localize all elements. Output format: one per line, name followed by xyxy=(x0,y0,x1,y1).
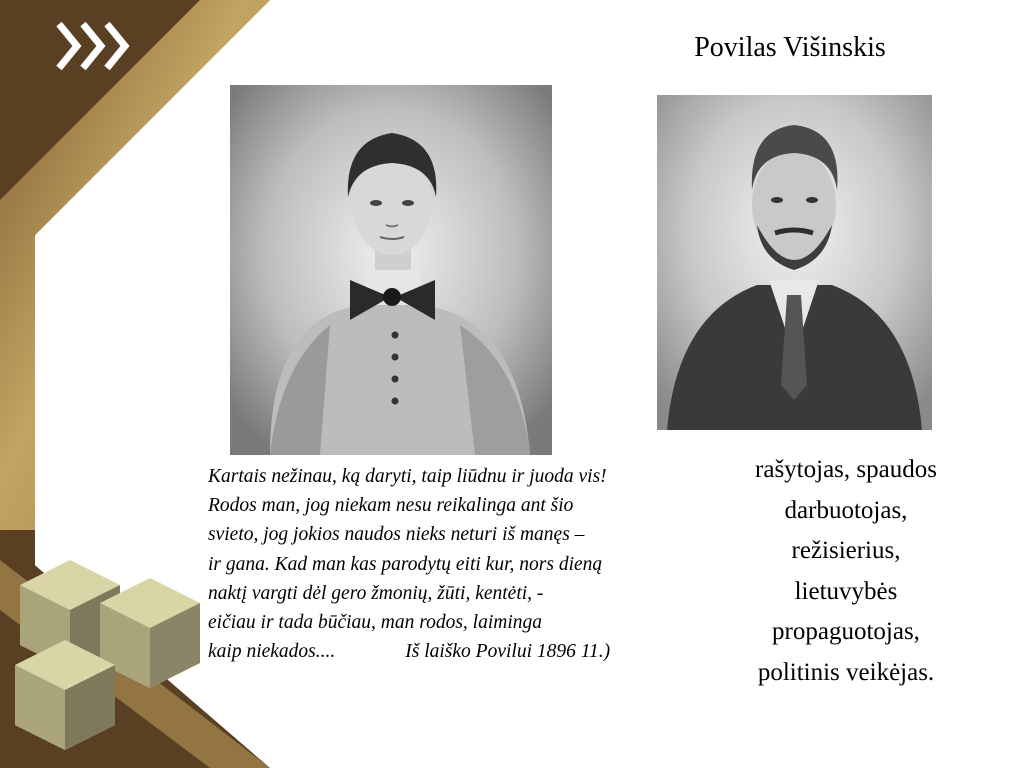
person-description xyxy=(720,450,972,693)
quote-line: Kartais nežinau, ką daryti, taip liūdnu ir juoda vis! xyxy=(208,466,607,487)
description-line: propaguotojas, xyxy=(772,618,920,645)
quote-line: naktį vargti dėl gero žmonių, žūti, kentėti, - xyxy=(208,582,544,604)
slide-title: Povilas Višinskis xyxy=(694,32,886,63)
description-line: režisierius, xyxy=(791,537,901,564)
quote-line: svieto, jog jokios naudos nieks neturi iš manęs – xyxy=(208,524,585,546)
description-line: politinis veikėjas. xyxy=(757,658,935,686)
quote-line: eičiau ir tada būčiau, man rodos, laiminga xyxy=(208,612,543,634)
triple-chevron-right-icon xyxy=(55,20,135,72)
quote-line: Rodos man, jog niekam nesu reikalinga ant šio xyxy=(208,495,574,517)
quote-last-line xyxy=(208,637,704,666)
quote-source: Iš laiško Povilui 1896 11.) xyxy=(405,641,611,663)
description-line: rašytojas, spaudos xyxy=(755,456,937,483)
description-line: lietuvybės xyxy=(794,577,898,605)
portrait-man-photo xyxy=(657,95,932,430)
description-line: darbuotojas, xyxy=(784,496,908,524)
quote-text-block xyxy=(208,462,704,682)
quote-line: ir gana. Kad man kas parodytų eiti kur, nors dieną xyxy=(208,553,603,575)
quote-line: kaip niekados.... xyxy=(208,641,336,663)
portrait-woman-photo xyxy=(230,85,552,455)
